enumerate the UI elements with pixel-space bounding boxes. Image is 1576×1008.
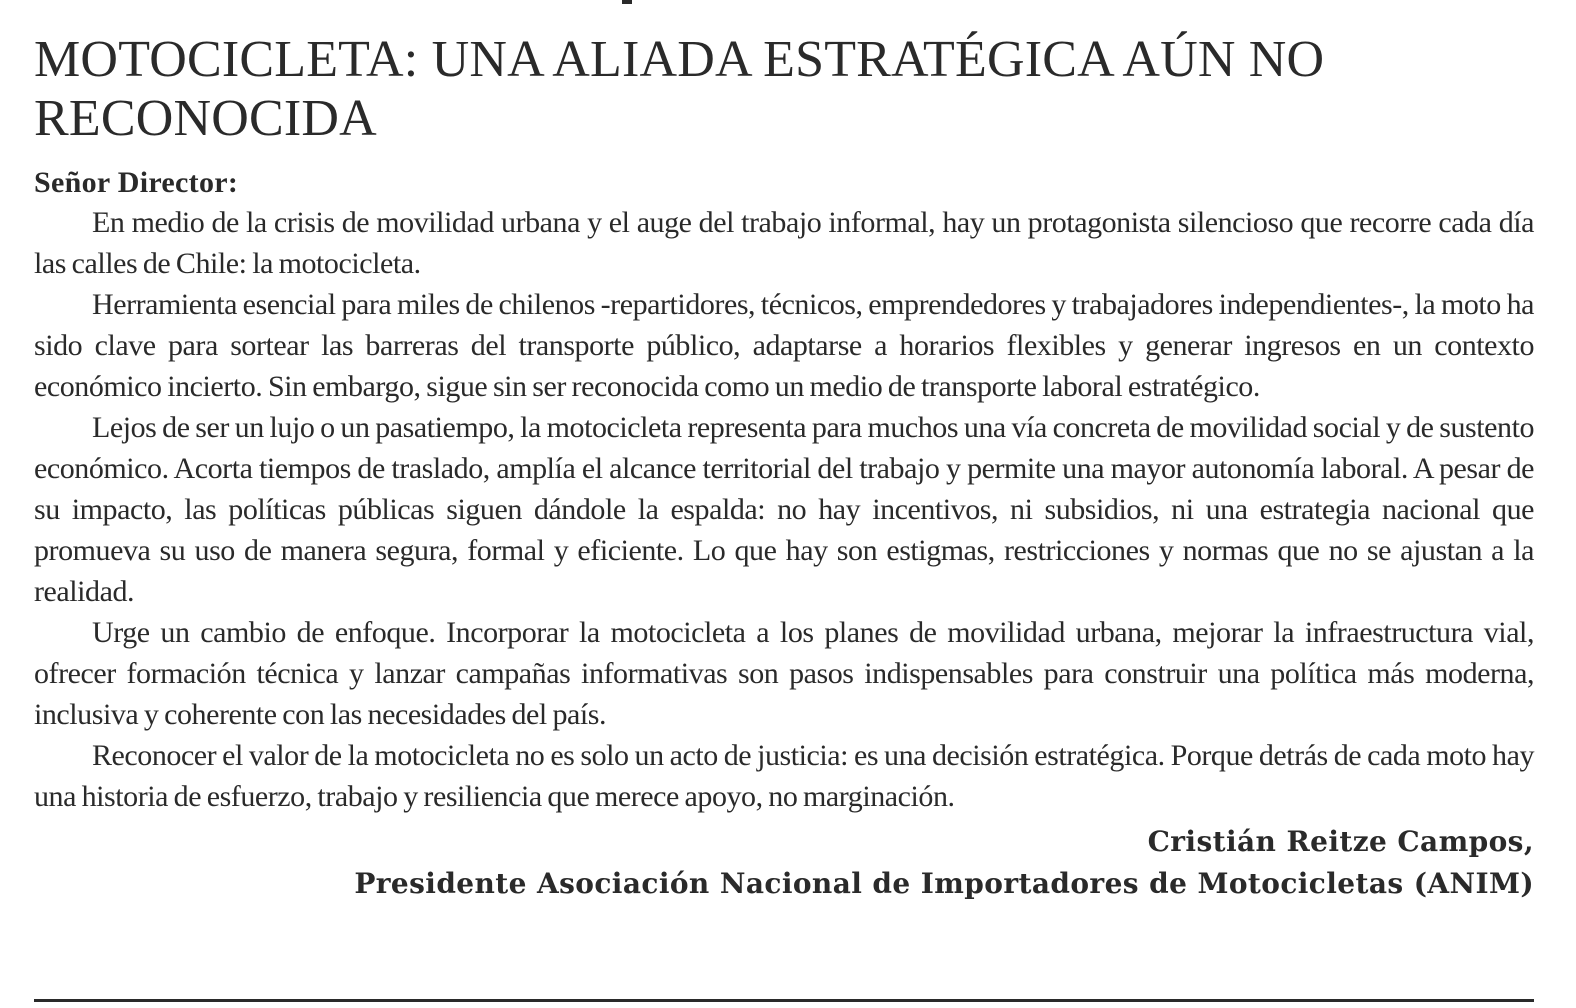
letter-to-editor: [34, 30, 1534, 905]
body-paragraph: Herramienta esencial para miles de chilenos -repartidores, técnicos, emprendedores y trabajadores independientes-, la moto ha sido clave para sortear las barreras del transporte público, adaptarse a horarios flexibles y generar ingresos en un contexto económico incierto. Sin embargo, sigue sin ser reconocida como un medio de transporte laboral estratégico.: [34, 288, 1534, 403]
body-paragraph: Lejos de ser un lujo o un pasatiempo, la motocicleta representa para muchos una vía concreta de movilidad social y de sustento económico. Acorta tiempos de traslado, amplía el alcance territorial del trabajo y permite una mayor autonomía laboral. A pesar de su impacto, las políticas públicas siguen dándole la espalda: no hay incentivos, ni subsidios, ni una estrategia nacional que promueva su uso de manera segura, formal y eficiente. Lo que hay son estigmas, restricciones y normas que no se ajustan a la realidad.: [34, 411, 1534, 608]
top-edge-mark: [622, 0, 632, 4]
signature-name: Cristián Reitze Campos,: [1147, 825, 1534, 858]
letter-headline: MOTOCICLETA: UNA ALIADA ESTRATÉGICA AÚN NO RECONOCIDA: [34, 31, 1325, 147]
body-paragraph: En medio de la crisis de movilidad urbana y el auge del trabajo informal, hay un protagonista silencioso que recorre cada día las calles de Chile: la motocicleta.: [34, 206, 1534, 280]
letter-body: [34, 202, 1534, 817]
signature-title: Presidente Asociación Nacional de Importadores de Motocicletas (ANIM): [354, 867, 1534, 900]
salutation: Señor Director:: [34, 166, 239, 199]
signature-block: [34, 821, 1534, 905]
body-paragraph: Urge un cambio de enfoque. Incorporar la motocicleta a los planes de movilidad urbana, mejorar la infraestructura vial, ofrecer formación técnica y lanzar campañas informativas son pasos indispensables para construir una política más moderna, inclusiva y coherente con las necesidades del país.: [34, 616, 1534, 731]
body-paragraph: Reconocer el valor de la motocicleta no es solo un acto de justicia: es una decisión estratégica. Porque detrás de cada moto hay una historia de esfuerzo, trabajo y resiliencia que merece apoyo, no marginación.: [34, 739, 1534, 813]
bottom-divider: [34, 999, 1534, 1002]
